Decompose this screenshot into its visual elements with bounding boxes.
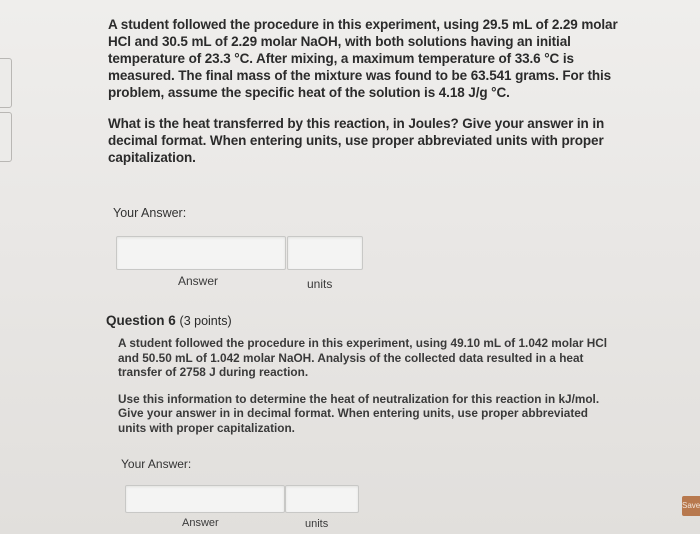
units-input[interactable] (285, 485, 359, 513)
answer-input[interactable] (125, 485, 285, 513)
left-edge-tab[interactable] (0, 58, 12, 108)
answer-caption: Answer (178, 274, 219, 288)
save-button[interactable]: Save (682, 496, 700, 516)
question-6-paragraph-1: A student followed the procedure in this experiment, using 49.10 mL of 1.042 molar HCl and 50.50 mL of 1.042 molar NaOH. Analysis of the collected data resulted in a heat transfer of 2758 J during reaction. (118, 336, 608, 379)
question-5-paragraph-2: What is the heat transferred by this reaction, in Joules? Give your answer in in decimal format. When entering units, use proper abbreviated units with proper capitalization. (108, 116, 605, 165)
units-caption: units (305, 518, 329, 530)
answer-input[interactable] (116, 236, 286, 270)
question-6-number: Question 6 (106, 313, 176, 328)
question-6-points: (3 points) (179, 314, 232, 328)
question-6-prompt (118, 336, 608, 435)
answer-caption: Answer (182, 517, 219, 529)
question-5-prompt (108, 16, 628, 166)
question-6-title (106, 313, 232, 328)
question-6-paragraph-2: Use this information to determine the heat of neutralization for this reaction in kJ/mol. Give your answer in in decimal format. When entering units, use proper abbreviated units with proper capitalization. (118, 391, 600, 435)
your-answer-label: Your Answer: (121, 457, 192, 471)
units-input[interactable] (287, 236, 363, 270)
units-caption: units (307, 277, 333, 291)
question-5-paragraph-1: A student followed the procedure in this experiment, using 29.5 mL of 2.29 molar HCl and 30.5 mL of 2.29 molar NaOH, with both solutions having an initial temperature of 23.3 °C. After mixing, a maximum temperature of 33.6 °C is measured. The final mass of the mixture was found to be 63.541 grams. For this problem, assume the specific heat of the solution is 4.18 J/g °C. (108, 17, 618, 100)
left-edge-tab[interactable] (0, 112, 12, 162)
your-answer-label: Your Answer: (113, 206, 187, 220)
